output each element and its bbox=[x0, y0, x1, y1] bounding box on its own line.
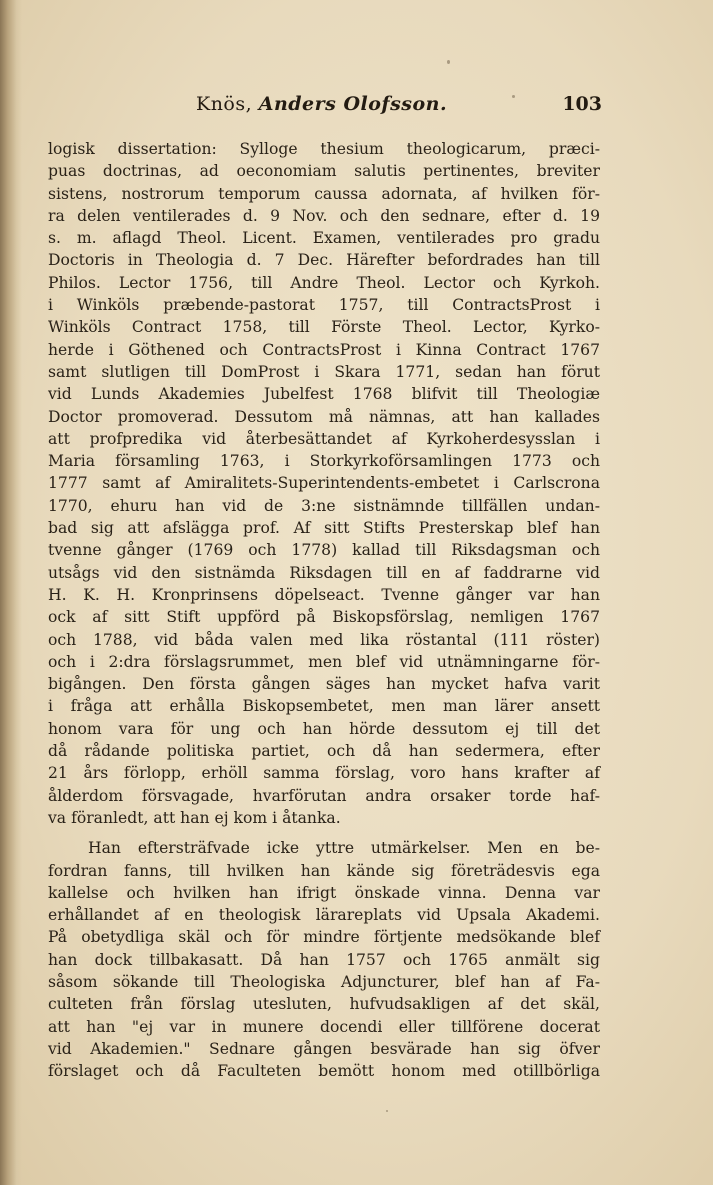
text-line: 1770, ehuru han vid de 3:ne sistnämnde tillfällen undan- bbox=[48, 496, 600, 515]
paragraph-gap bbox=[48, 829, 600, 837]
text-line: Maria församling 1763, i Storkyrkoförsamlingen 1773 och bbox=[48, 452, 600, 471]
text-line: då rådande politiska partiet, och då han sedermera, efter bbox=[48, 742, 600, 761]
text-line: bad sig att afslägga prof. Af sitt Stifts Presterskap blef han bbox=[48, 519, 600, 538]
text-line: utsågs vid den sistnämda Riksdagen till en af faddrarne vid bbox=[48, 563, 600, 582]
text-line: erhållandet af en theologisk lärareplats vid Upsala Akademi. bbox=[48, 906, 600, 925]
paper-speck bbox=[447, 60, 450, 64]
text-line: Doctoris in Theologia d. 7 Dec. Härefter befordrades han till bbox=[48, 251, 600, 270]
text-line: bigången. Den första gången säges han mycket hafva varit bbox=[48, 675, 600, 694]
text-line: i fråga att erhålla Biskopsembetet, men man lärer ansett bbox=[48, 697, 600, 716]
text-line: förslaget och då Faculteten bemött honom med otillbörliga bbox=[48, 1062, 600, 1081]
text-line: tvenne gånger (1769 och 1778) kallad till Riksdagsman och bbox=[48, 541, 600, 560]
text-line: herde i Göthened och ContractsProst i Kinna Contract 1767 bbox=[48, 340, 600, 359]
page-number: 103 bbox=[562, 93, 602, 115]
text-line: att han "ej var in munere docendi eller tillförene docerat bbox=[48, 1017, 600, 1036]
text-line: logisk dissertation: Sylloge thesium theologicarum, præci- bbox=[48, 140, 600, 158]
text-line: 1777 samt af Amiralitets-Superintendents-embetet i Carlscrona bbox=[48, 474, 600, 493]
running-head-author: Anders Olofsson. bbox=[258, 93, 448, 115]
text-line: Doctor promoverad. Dessutom må nämnas, att han kallades bbox=[48, 407, 600, 426]
text-line: honom vara för ung och han hörde dessutom ej till det bbox=[48, 719, 600, 738]
text-line: s. m. aflagd Theol. Licent. Examen, ventilerades pro gradu bbox=[48, 229, 600, 248]
paper-speck bbox=[386, 1110, 388, 1112]
text-line: såsom sökande till Theologiska Adjuncturer, blef han af Fa- bbox=[48, 972, 600, 991]
text-line: Han eftersträfvade icke yttre utmärkelser. Men en be- bbox=[88, 839, 600, 858]
text-line: i Winköls præbende-pastorat 1757, till ContractsProst i bbox=[48, 296, 600, 315]
text-line: kallelse och hvilken han ifrigt önskade vinna. Denna var bbox=[48, 883, 600, 902]
text-line: fordran fanns, till hvilken han kände sig företrädesvis ega bbox=[48, 861, 600, 880]
paragraph-2 bbox=[48, 837, 600, 1082]
text-line: På obetydliga skäl och för mindre förtjente medsökande blef bbox=[48, 928, 600, 947]
text-line: va föranledt, att han ej kom i åtanka. bbox=[48, 808, 341, 827]
paragraph-1 bbox=[48, 138, 600, 829]
text-line: H. K. H. Kronprinsens döpelseact. Tvenne gånger var han bbox=[48, 585, 600, 604]
text-line: Winköls Contract 1758, till Förste Theol. Lector, Kyrko- bbox=[48, 318, 600, 337]
text-line: culteten från förslag utesluten, hufvudsakligen af det skäl, bbox=[48, 995, 600, 1014]
text-line: vid Akademien." Sednare gången besvärade han sig öfver bbox=[48, 1039, 600, 1058]
running-head-name: Knös, bbox=[196, 93, 253, 115]
page-header bbox=[48, 93, 600, 123]
text-line: puas doctrinas, ad oeconomiam salutis pertinentes, breviter bbox=[48, 162, 600, 181]
text-line: samt slutligen till DomProst i Skara 1771, sedan han förut bbox=[48, 362, 600, 381]
text-line: han dock tillbakasatt. Då han 1757 och 1765 anmält sig bbox=[48, 950, 600, 969]
body-text bbox=[48, 138, 600, 1082]
text-line: ock af sitt Stift uppförd på Biskopsförslag, nemligen 1767 bbox=[48, 608, 600, 627]
text-line: sistens, nostrorum temporum caussa adornata, af hvilken för- bbox=[48, 184, 600, 203]
running-head bbox=[196, 93, 447, 115]
text-line: ra delen ventilerades d. 9 Nov. och den sednare, efter d. 19 bbox=[48, 206, 600, 225]
paper-speck bbox=[512, 95, 515, 98]
text-line: ålderdom försvagade, hvarförutan andra orsaker torde haf- bbox=[48, 786, 600, 805]
text-line: 21 års förlopp, erhöll samma förslag, voro hans krafter af bbox=[48, 764, 600, 783]
text-line: att profpredika vid återbesättandet af Kyrkoherdesysslan i bbox=[48, 429, 600, 448]
page-binding-shadow bbox=[0, 0, 22, 1185]
text-line: och 1788, vid båda valen med lika röstantal (111 röster) bbox=[48, 630, 600, 649]
text-line: vid Lunds Akademies Jubelfest 1768 blifvit till Theologiæ bbox=[48, 385, 600, 404]
text-line: och i 2:dra förslagsrummet, men blef vid utnämningarne för- bbox=[48, 652, 600, 671]
text-line: Philos. Lector 1756, till Andre Theol. Lector och Kyrkoh. bbox=[48, 273, 600, 292]
